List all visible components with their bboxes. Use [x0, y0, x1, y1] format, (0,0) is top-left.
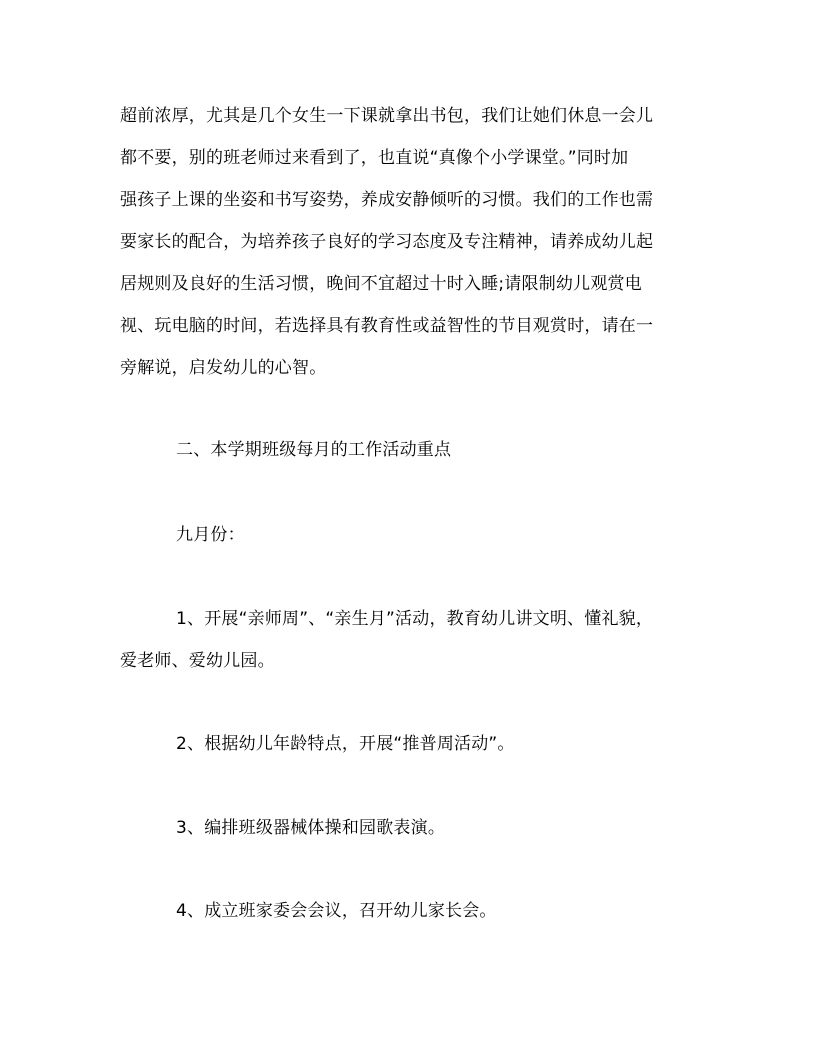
- paragraph-line: 要家长的配合，为培养孩子良好的学习态度及专注精神，请养成幼儿起: [120, 232, 654, 252]
- list-item-1: 1、开展“亲师周”、“亲生月”活动，教育幼儿讲文明、懂礼貌，: [176, 609, 654, 629]
- list-item-3: 3、编排班级器械体操和园歌表演。: [176, 818, 446, 838]
- paragraph-line: 旁解说，启发幼儿的心智。: [120, 358, 327, 378]
- month-heading: 九月份：: [176, 525, 245, 545]
- paragraph-line: 视、玩电脑的时间，若选择具有教育性或益智性的节目观赏时，请在一: [120, 316, 654, 336]
- section-heading: 二、本学期班级每月的工作活动重点: [176, 440, 452, 460]
- paragraph-line: 居规则及良好的生活习惯，晚间不宜超过十时入睡;请限制幼儿观赏电: [120, 274, 642, 294]
- list-item-4: 4、成立班家委会会议，召开幼儿家长会。: [176, 901, 497, 921]
- list-item-2: 2、根据幼儿年龄特点，开展“推普周活动”。: [176, 734, 515, 754]
- paragraph-line: 超前浓厚，尤其是几个女生一下课就拿出书包，我们让她们休息一会儿: [120, 106, 654, 126]
- paragraph-line: 都不要，别的班老师过来看到了，也直说“真像个小学课堂。”同时加: [120, 148, 629, 168]
- list-item-1-continuation: 爱老师、爱幼儿园。: [120, 651, 275, 671]
- paragraph-line: 强孩子上课的坐姿和书写姿势，养成安静倾听的习惯。我们的工作也需: [120, 190, 654, 210]
